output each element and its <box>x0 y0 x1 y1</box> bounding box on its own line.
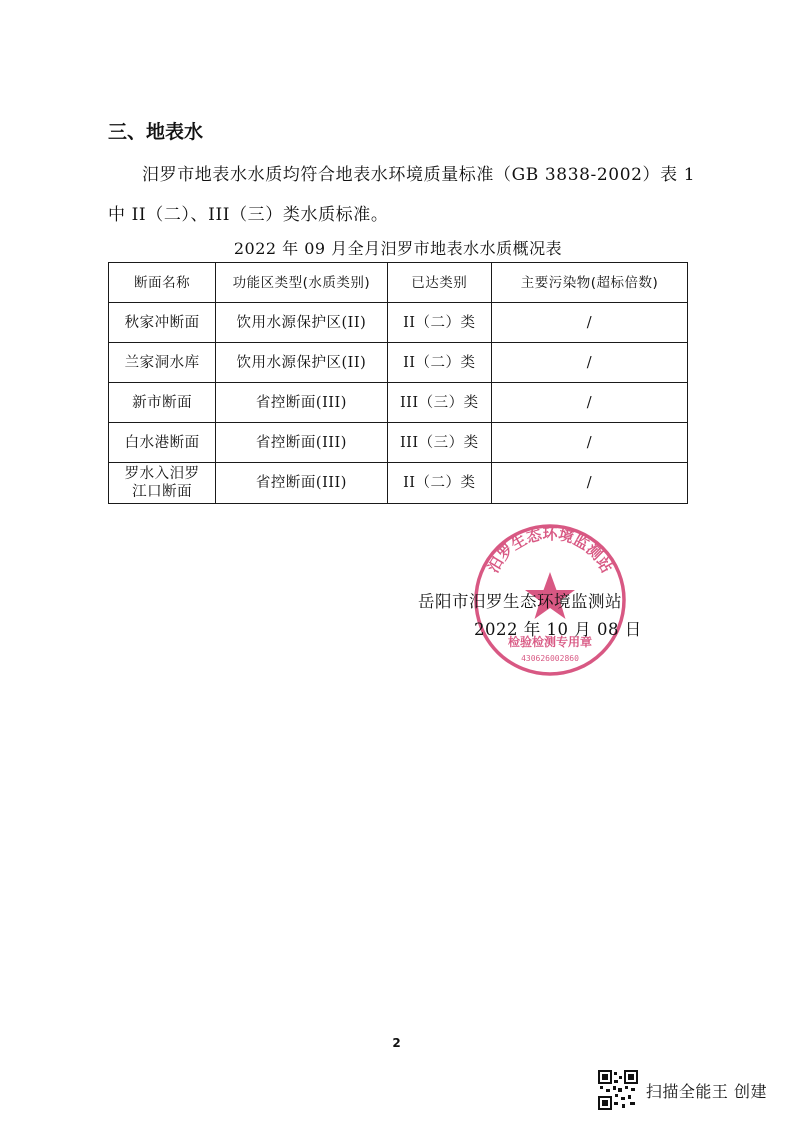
cell-achieved-class: III（三）类 <box>387 383 491 423</box>
cell-achieved-class: II（二）类 <box>387 463 491 504</box>
qr-code-icon <box>598 1070 638 1110</box>
water-quality-table <box>108 262 688 504</box>
scanner-brand-text: 扫描全能王 创建 <box>645 1081 767 1101</box>
table-row <box>109 343 688 383</box>
cell-section-name: 秋家冲断面 <box>109 303 216 343</box>
table-row <box>109 463 688 504</box>
cell-achieved-class: III（三）类 <box>387 423 491 463</box>
header-achieved-class: 已达类别 <box>387 263 491 303</box>
cell-function-zone: 饮用水源保护区(II) <box>216 303 387 343</box>
cell-achieved-class: II（二）类 <box>387 343 491 383</box>
cell-function-zone: 省控断面(III) <box>216 423 387 463</box>
table-caption: 2022 年 09 月全月汨罗市地表水水质概况表 <box>233 239 563 258</box>
header-main-pollutants: 主要污染物(超标倍数) <box>491 263 687 303</box>
table-row <box>109 303 688 343</box>
cell-main-pollutants: / <box>491 343 687 383</box>
cell-section-name: 罗水入汨罗江口断面 <box>109 463 216 504</box>
table-row <box>109 423 688 463</box>
cell-achieved-class: II（二）类 <box>387 303 491 343</box>
signature-organization: 岳阳市汨罗生态环境监测站 <box>418 592 622 611</box>
cell-function-zone: 省控断面(III) <box>216 463 387 504</box>
cell-function-zone: 饮用水源保护区(II) <box>216 343 387 383</box>
paragraph-line-1: 汨罗市地表水水质均符合地表水环境质量标准（GB 3838-2002）表 1 <box>142 165 696 185</box>
table-header-row <box>109 263 688 303</box>
cell-function-zone: 省控断面(III) <box>216 383 387 423</box>
cell-section-name: 兰家洞水库 <box>109 343 216 383</box>
signature-date: 2022 年 10 月 08 日 <box>474 620 642 639</box>
header-function-zone: 功能区类型(水质类别) <box>216 263 387 303</box>
cell-main-pollutants: / <box>491 423 687 463</box>
seal-arc-text: 汨罗生态环境监测站 <box>484 524 616 576</box>
cell-section-name: 白水港断面 <box>109 423 216 463</box>
scanner-watermark <box>598 1070 767 1110</box>
cell-main-pollutants: / <box>491 383 687 423</box>
seal-bottom-text: 检验检测专用章 <box>507 635 593 649</box>
page-number: 2 <box>392 1036 401 1050</box>
paragraph-line-2: 中 II（二）、III（三）类水质标准。 <box>108 205 389 225</box>
cell-main-pollutants: / <box>491 303 687 343</box>
cell-main-pollutants: / <box>491 463 687 504</box>
section-heading: 三、地表水 <box>108 121 204 143</box>
cell-section-name: 新市断面 <box>109 383 216 423</box>
seal-code-text: 430626002860 <box>521 654 579 663</box>
header-section-name: 断面名称 <box>109 263 216 303</box>
table-row <box>109 383 688 423</box>
